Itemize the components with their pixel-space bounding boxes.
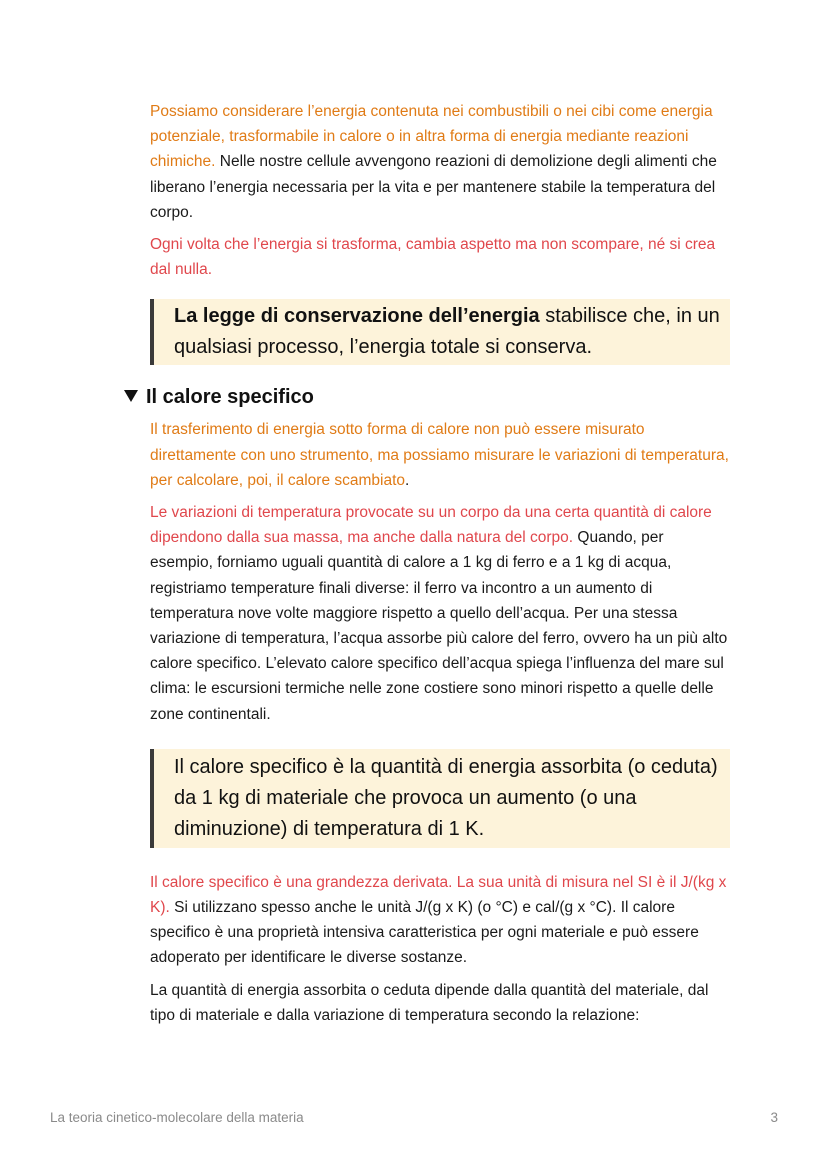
highlight-orange: Il trasferimento di energia sotto forma di calore non può essere misurato direttamente con uno strumento, ma possiamo misurare le variazioni di temperatura, per calcolare, poi, il calore scambiato bbox=[150, 421, 729, 489]
callout-bold-term: La legge di conservazione dell’energia bbox=[174, 305, 540, 328]
paragraph-energy-transform bbox=[150, 232, 730, 282]
body-text: La quantità di energia assorbita o ceduta dipende dalla quantità del materiale, dal tipo di materiale e dalla variazione di temperatura secondo la relazione: bbox=[150, 981, 709, 1024]
paragraph-heat-transfer bbox=[150, 417, 730, 493]
highlight-red: Il calore specifico è una grandezza derivata. La sua unità di misura nel SI è il J/(kg x K). bbox=[150, 873, 727, 917]
page-number: 3 bbox=[770, 1110, 778, 1125]
paragraph-unit-of-measure bbox=[150, 870, 730, 971]
page-content bbox=[146, 99, 730, 1035]
highlight-red: Le variazioni di temperatura provocate su un corpo da una certa quantità di calore dipendono dalla sua massa, ma anche dalla natura del corpo. bbox=[150, 504, 712, 547]
collapse-triangle-icon[interactable] bbox=[124, 390, 138, 402]
section-title: Il calore specifico bbox=[146, 386, 314, 409]
paragraph-energy-potential bbox=[150, 99, 730, 225]
footer-title: La teoria cinetico-molecolare della materia bbox=[50, 1110, 304, 1125]
page-footer bbox=[50, 1110, 778, 1125]
body-text: Si utilizzano spesso anche le unità J/(g x K) (o °C) e cal/(g x °C). Il calore specifico è una proprietà intensiva caratteristica per ogni materiale e può essere adoperato per identificare le diverse sostanze. bbox=[150, 899, 699, 967]
callout-text: Il calore specifico è la quantità di energia assorbita (o ceduta) da 1 kg di materiale che provoca un aumento (o una diminuzione) di temperatura di 1 K. bbox=[174, 755, 718, 840]
body-text: Nelle nostre cellule avvengono reazioni di demolizione degli alimenti che liberano l’energia necessaria per la vita e per mantenere stabile la temperatura del corpo. bbox=[150, 153, 717, 221]
body-text: . bbox=[405, 471, 410, 489]
section-heading[interactable] bbox=[124, 383, 730, 411]
callout-conservation-law bbox=[150, 299, 730, 365]
highlight-red: Ogni volta che l’energia si trasforma, cambia aspetto ma non scompare, né si crea dal nulla. bbox=[150, 236, 716, 279]
highlight-orange: Possiamo considerare l’energia contenuta nei combustibili o nei cibi come energia potenziale, trasformabile in calore o in altra forma di energia mediante reazioni chimiche. bbox=[150, 103, 713, 171]
callout-text: stabilisce che, in un qualsiasi processo, l’energia totale si conserva. bbox=[174, 305, 720, 359]
body-text: Quando, per esempio, forniamo uguali quantità di calore a 1 kg di ferro e a 1 kg di acqua, registriamo temperature finali diverse: il ferro va incontro a un aumento di temperatura nove volte maggiore rispetto a quello dell’acqua. Per una stessa variazione di temperatura, l’acqua assorbe più calore del ferro, ovvero ha un più alto calore specifico. L’elevato calore specifico dell’acqua spiega l’influenza del mare sul clima: le escursioni termiche nelle zone costiere sono minori rispetto a quelle delle zone continentali. bbox=[150, 529, 728, 723]
paragraph-relation bbox=[150, 978, 730, 1028]
callout-specific-heat-definition bbox=[150, 749, 730, 848]
paragraph-temperature-variations bbox=[150, 500, 730, 727]
